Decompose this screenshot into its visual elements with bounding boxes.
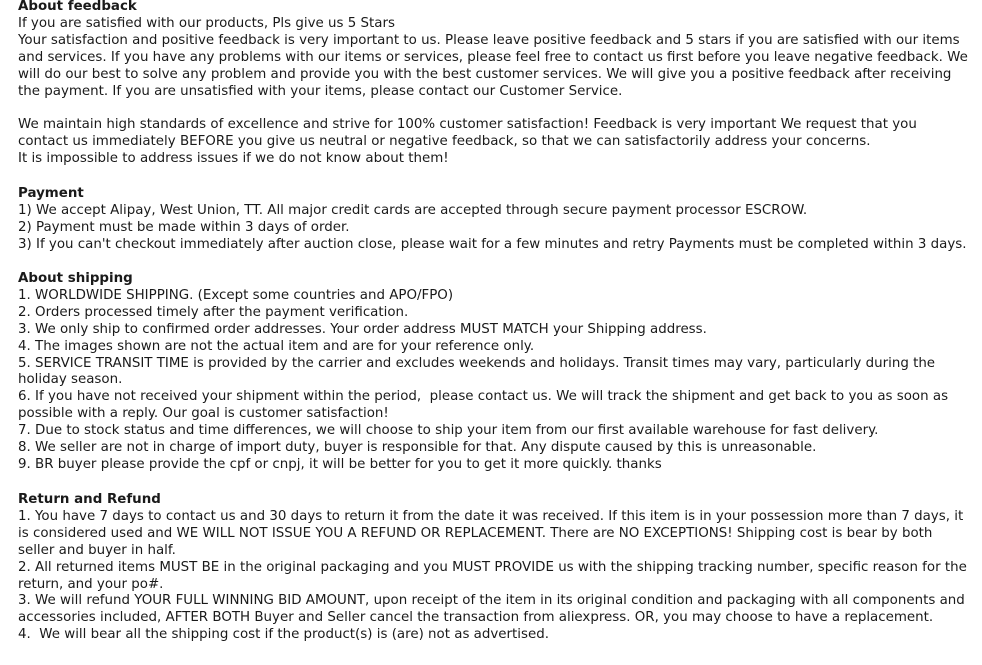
- return-refund-section: [18, 492, 972, 644]
- payment-item: 1) We accept Alipay, West Union, TT. All major credit cards are accepted through secure payment processor ESCROW.: [18, 202, 808, 218]
- shipping-item: 1. WORLDWIDE SHIPPING. (Except some countries and APO/FPO): [18, 287, 454, 303]
- shipping-heading: About shipping: [18, 271, 133, 286]
- shipping-section: [18, 271, 968, 474]
- shipping-item: 2. Orders processed timely after the payment verification.: [18, 304, 409, 320]
- feedback-line: If you are satisfied with our products, Pls give us 5 Stars: [18, 15, 395, 31]
- payment-heading: Payment: [18, 186, 84, 201]
- shipping-item: 8. We seller are not in charge of import duty, buyer is responsible for that. Any dispute caused by this is unreasonable.: [18, 440, 817, 456]
- shipping-item: 4. The images shown are not the actual item and are for your reference only.: [18, 338, 535, 354]
- feedback-heading: About feedback: [18, 0, 137, 14]
- shipping-item: 3. We only ship to confirmed order addresses. Your order address MUST MATCH your Shipping address.: [18, 321, 707, 337]
- shipping-item: 6. If you have not received your shipment within the period, please contact us. We will track the shipment and get back to you as soon as possible with a reply. Our goal is customer satisfaction!: [18, 389, 953, 422]
- return-item: 4. We will bear all the shipping cost if the product(s) is (are) not as advertised.: [18, 627, 549, 643]
- shipping-item: 7. Due to stock status and time differences, we will choose to ship your item from our first available warehouse for fast delivery.: [18, 423, 879, 439]
- shipping-item: 5. SERVICE TRANSIT TIME is provided by the carrier and excludes weekends and holidays. Transit times may vary, particularly during the holiday season.: [18, 355, 940, 388]
- shipping-item: 9. BR buyer please provide the cpf or cnpj, it will be better for you to get it more quickly. thanks: [18, 456, 662, 472]
- feedback-section: [18, 0, 973, 168]
- return-item: 1. You have 7 days to contact us and 30 days to return it from the date it was received. If this item is in your possession more than 7 days, it is considered used and WE WILL NOT ISSUE YOU A REFUND OR REPLACEMENT. There are NO EXCEPTIONS! Shipping cost is bear by both seller and buyer in half.: [18, 508, 968, 558]
- payment-item: 3) If you can't checkout immediately after auction close, please wait for a few minutes and retry Payments must be completed within 3 days.: [18, 236, 967, 252]
- feedback-paragraph-2: We maintain high standards of excellence and strive for 100% customer satisfaction! Feedback is very important We request that you contact us immediately BEFORE you give us neutral or negative feedback, so that we can satisfactorily address your concerns.: [18, 117, 922, 150]
- spacer: [18, 100, 968, 117]
- feedback-paragraph-3: It is impossible to address issues if we do not know about them!: [18, 151, 449, 167]
- payment-section: [18, 186, 968, 254]
- return-refund-heading: Return and Refund: [18, 492, 161, 507]
- return-item: 2. All returned items MUST BE in the original packaging and you MUST PROVIDE us with the shipping tracking number, specific reason for the return, and your po#.: [18, 559, 972, 592]
- return-item: 3. We will refund YOUR FULL WINNING BID AMOUNT, upon receipt of the item in its original condition and packaging with all components and accessories included, AFTER BOTH Buyer and Seller cancel the transaction from aliexpress. OR, you may choose to have a replacement.: [18, 593, 970, 626]
- feedback-paragraph-1: Your satisfaction and positive feedback is very important to us. Please leave positive feedback and 5 stars if you are satisfied with our items and services. If you have any problems with our items or services, please feel free to contact us first before you leave negative feedback. We will do our best to solve any problem and provide you with the best customer services. We will give you a positive feedback after receiving the payment. If you are unsatisfied with your items, please contact our Customer Service.: [18, 32, 973, 99]
- payment-item: 2) Payment must be made within 3 days of order.: [18, 219, 350, 235]
